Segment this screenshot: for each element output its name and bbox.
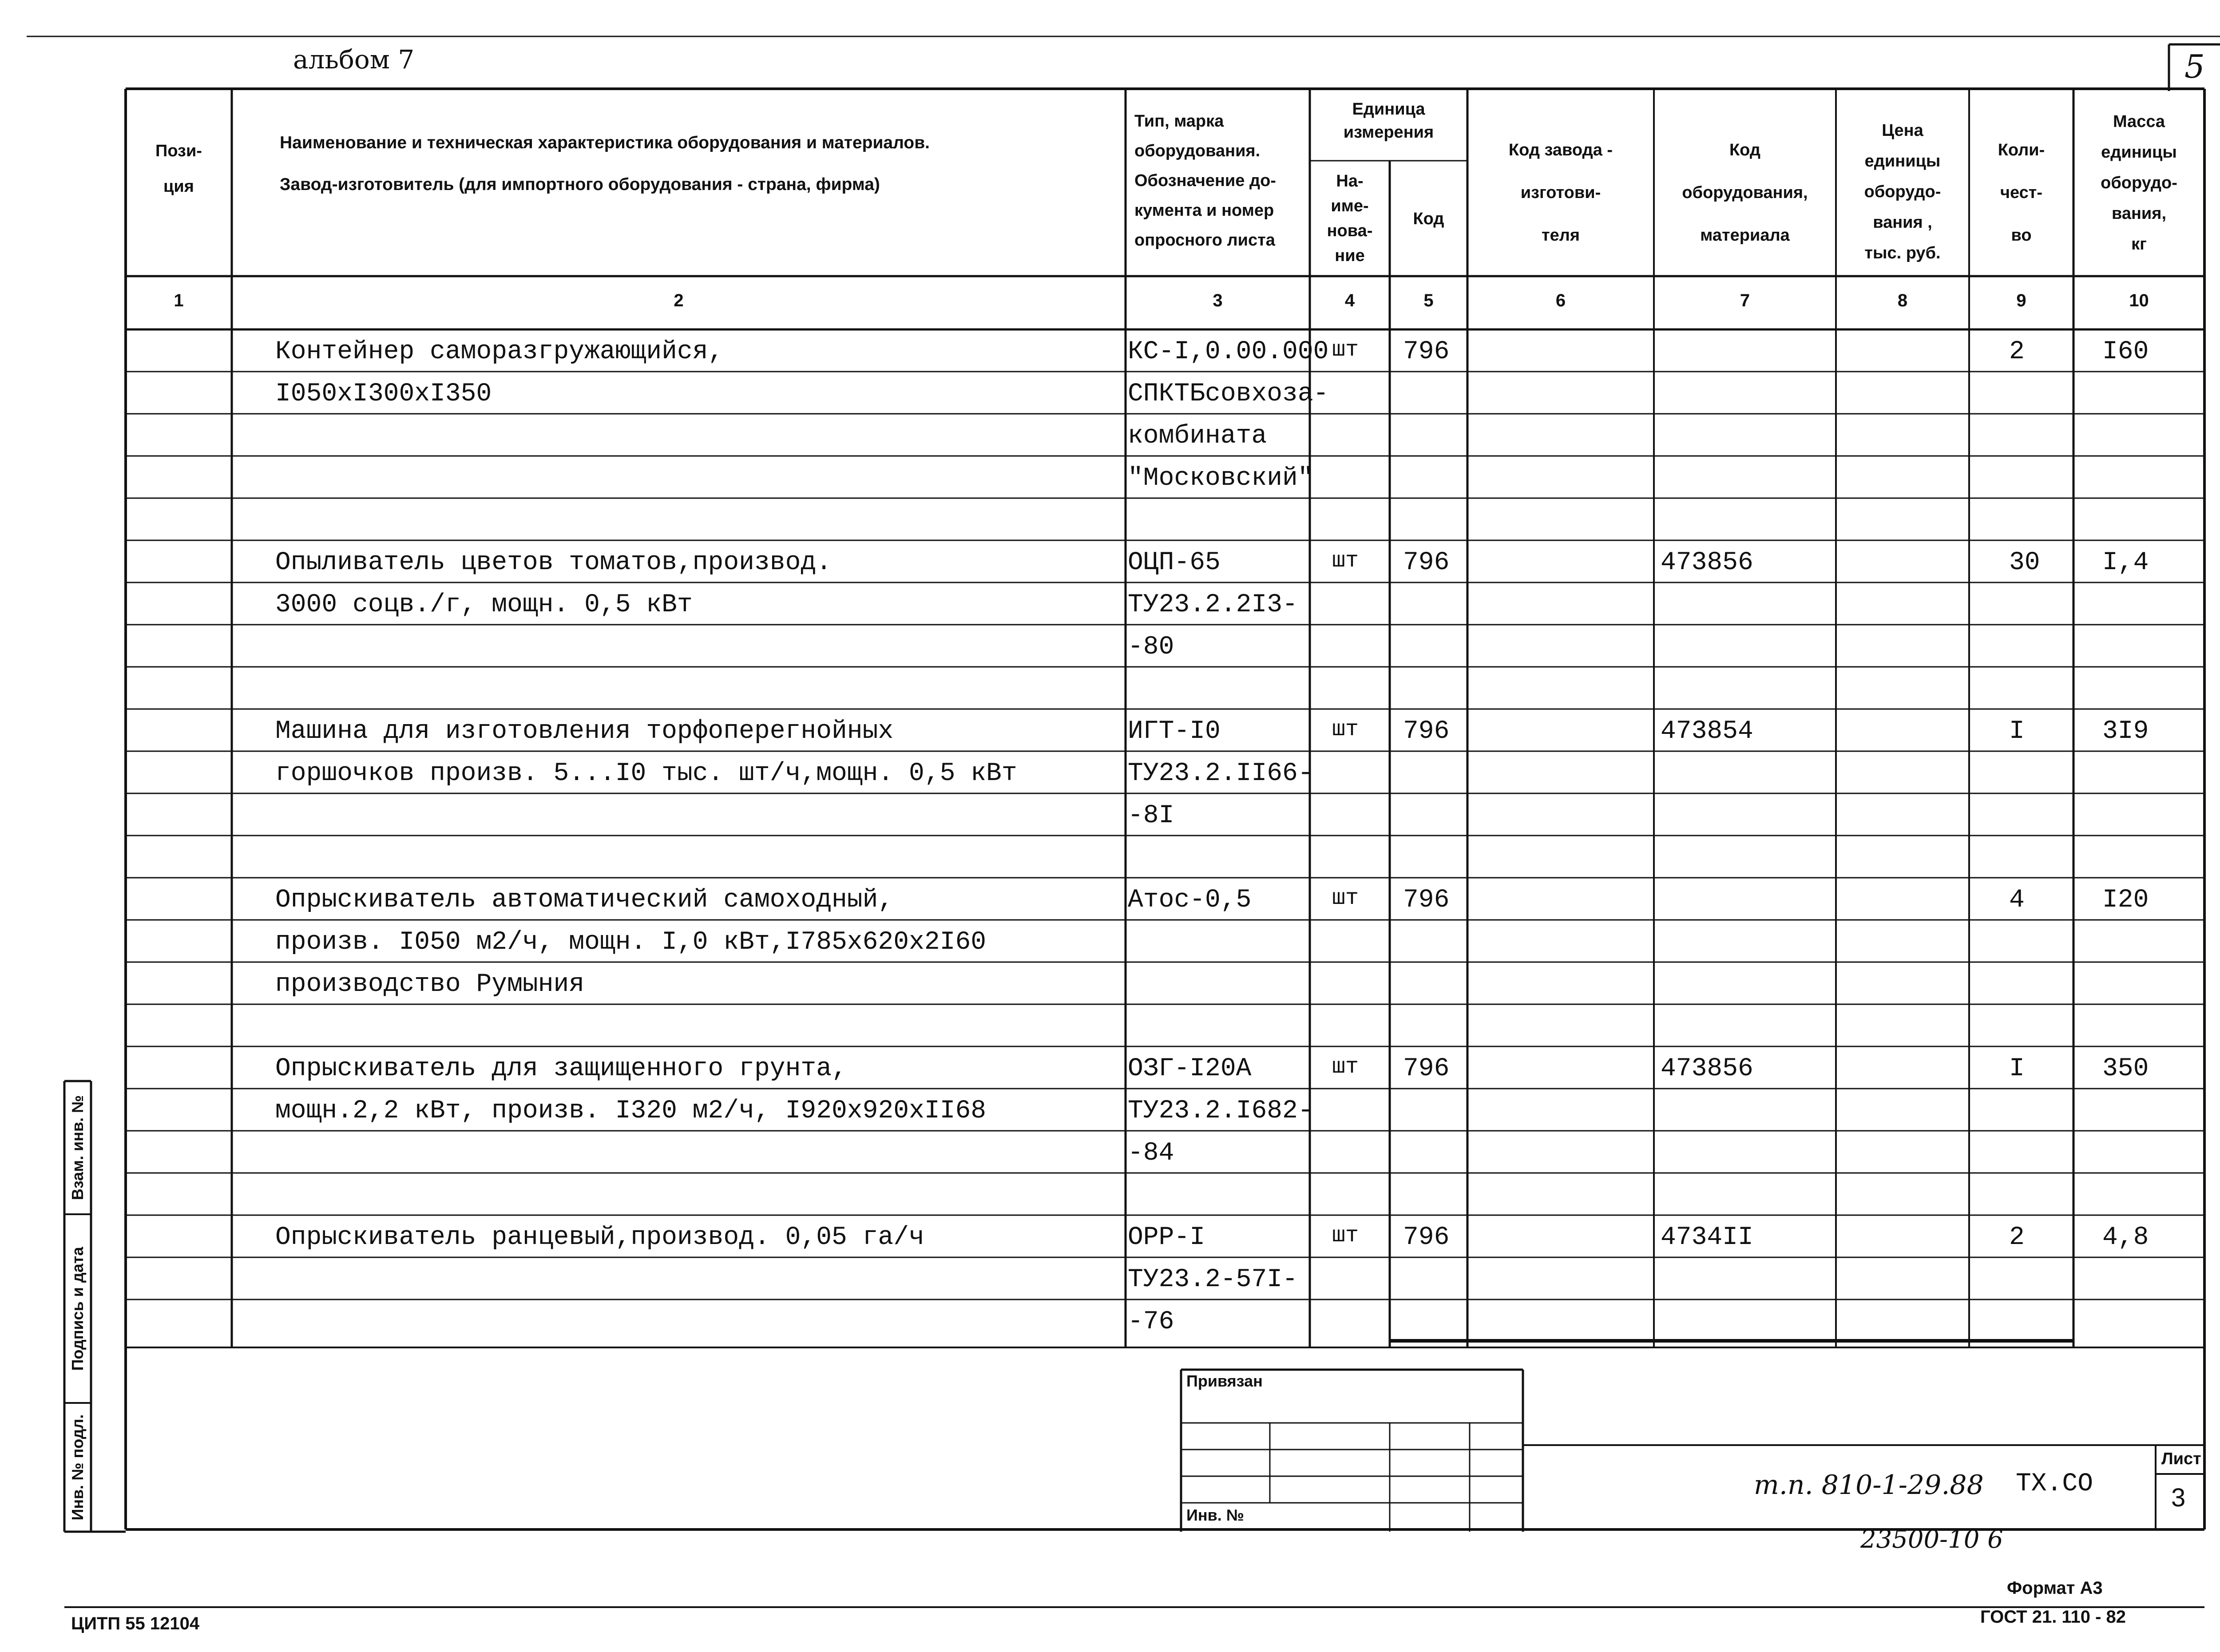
item-unit: шт — [1332, 886, 1359, 911]
header-unit-group: Единица измерения — [1343, 100, 1434, 142]
item-type: ТУ23.2.2I3- — [1128, 590, 1298, 619]
item-type: -80 — [1128, 633, 1174, 662]
item-name: Опрыскиватель для защищенного грунта, — [275, 1054, 847, 1083]
item-name: I050xI300xI350 — [275, 380, 492, 408]
item-name: произв. I050 м2/ч, мощн. I,0 кВт,I785x620x2I60 — [275, 928, 987, 957]
header-equipment-code: Код оборудования, материала — [1682, 141, 1808, 245]
item-type: ТУ23.2.II66- — [1128, 759, 1313, 788]
item-quantity: I — [2009, 1054, 2025, 1083]
col-number: 10 — [2129, 291, 2149, 310]
handwritten-number: 23500-10 6 — [1860, 1525, 2003, 1554]
item-mass: 350 — [2102, 1054, 2149, 1083]
item-quantity: 2 — [2009, 1223, 2025, 1252]
item-mass: 3I9 — [2102, 717, 2149, 746]
item-quantity: 4 — [2009, 886, 2025, 915]
item-unit: шт — [1332, 1223, 1359, 1248]
item-name: горшочков произв. 5...I0 тыс. шт/ч,мощн. 0,5 кВт — [275, 759, 1017, 788]
item-type: комбината — [1128, 422, 1267, 451]
item-type: КС-I,0.00.000 — [1128, 337, 1329, 366]
header-unit-code: Код — [1413, 210, 1444, 228]
header-unit-name: На- име- нова- ние — [1327, 172, 1373, 265]
item-type: СПКТБсовхоза- — [1128, 380, 1329, 408]
item-type: ОРР-I — [1128, 1223, 1205, 1252]
item-equipment-code: 473856 — [1661, 1054, 1753, 1083]
header-mass: Масса единицы оборудо- вания, кг — [2101, 112, 2177, 254]
col-number: 3 — [1213, 291, 1223, 310]
footer-format: Формат А3 — [2007, 1578, 2103, 1598]
item-quantity: 30 — [2009, 548, 2040, 577]
item-name: Опрыскиватель ранцевый,производ. 0,05 га/ч — [275, 1223, 924, 1252]
item-unit-code: 796 — [1403, 548, 1450, 577]
item-type: ОЦП-65 — [1128, 548, 1221, 577]
item-type: -8I — [1128, 801, 1174, 830]
col-number: 2 — [674, 291, 684, 310]
item-unit-code: 796 — [1403, 337, 1450, 366]
item-quantity: I — [2009, 717, 2025, 746]
item-unit-code: 796 — [1403, 886, 1450, 915]
item-unit: шт — [1332, 717, 1359, 742]
item-name: Опыливатель цветов томатов,производ. — [275, 548, 832, 577]
item-mass: 4,8 — [2102, 1223, 2149, 1252]
col-number: 4 — [1344, 291, 1355, 310]
header-type: Тип, марка оборудования. Обозначение до- кумента и номер опросного листа — [1134, 112, 1276, 250]
header-name — [280, 133, 930, 194]
item-type: ОЗГ-I20А — [1128, 1054, 1252, 1083]
item-type: Атос-0,5 — [1128, 886, 1252, 915]
item-mass: I,4 — [2102, 548, 2149, 577]
col-number: 8 — [1897, 291, 1908, 310]
item-name: производство Румыния — [275, 970, 585, 999]
item-name: Опрыскиватель автоматический самоходный, — [275, 886, 894, 915]
header-quantity: Коли- чест- во — [1998, 141, 2045, 245]
col-number: 7 — [1740, 291, 1750, 310]
side-label-inv-podl: Инв. № подл. — [68, 1414, 87, 1521]
header-position: Пози- ция — [155, 142, 202, 196]
item-unit-code: 796 — [1403, 1054, 1450, 1083]
item-equipment-code: 4734II — [1661, 1223, 1753, 1252]
stamp-privyazan: Привязан — [1186, 1372, 1263, 1390]
col-number: 5 — [1423, 291, 1434, 310]
col-number: 1 — [174, 291, 184, 310]
item-unit: шт — [1332, 548, 1359, 574]
item-equipment-code: 473854 — [1661, 717, 1753, 746]
sheet-number: 3 — [2171, 1483, 2186, 1512]
item-mass: I60 — [2102, 337, 2149, 366]
item-name: мощн.2,2 кВт, произв. I320 м2/ч, I920x920xII68 — [275, 1097, 987, 1125]
header-name-line1: Наименование и техническая характеристика оборудования и материалов. — [280, 133, 930, 152]
item-type: "Московский" — [1128, 464, 1313, 493]
item-mass: I20 — [2102, 886, 2149, 915]
footer-gost: ГОСТ 21. 110 - 82 — [1980, 1607, 2126, 1627]
side-label-signature: Подпись и дата — [68, 1247, 87, 1371]
footer-citp: ЦИТП 55 12104 — [71, 1614, 200, 1633]
item-name: Контейнер саморазгружающийся, — [275, 337, 724, 366]
stamp-inv-no: Инв. № — [1186, 1506, 1244, 1524]
header-price: Цена единицы оборудо- вания , тыс. руб. — [1864, 121, 1941, 262]
item-name: Машина для изготовления торфоперегнойных — [275, 717, 894, 746]
item-unit: шт — [1332, 337, 1359, 363]
item-unit: шт — [1332, 1054, 1359, 1080]
sheet-corner-number: 5 — [2184, 48, 2205, 85]
item-type: ТУ23.2.I682- — [1128, 1097, 1313, 1125]
header-name-line2: Завод-изготовитель (для импортного оборудования - страна, фирма) — [280, 175, 880, 194]
item-name: 3000 соцв./г, мощн. 0,5 кВт — [275, 590, 693, 619]
sheet-label: Лист — [2161, 1450, 2201, 1468]
header-factory-code: Код завода - изготови- теля — [1508, 141, 1613, 245]
col-number: 6 — [1555, 291, 1566, 310]
item-type: -76 — [1128, 1307, 1174, 1336]
item-quantity: 2 — [2009, 337, 2025, 366]
item-type: ИГТ-I0 — [1128, 717, 1221, 746]
section-code: ТХ.СО — [2016, 1470, 2093, 1498]
item-unit-code: 796 — [1403, 717, 1450, 746]
document-code: т.п. 810-1-29.88 — [1754, 1470, 1984, 1501]
item-equipment-code: 473856 — [1661, 548, 1753, 577]
item-unit-code: 796 — [1403, 1223, 1450, 1252]
side-label-vzam: Взам. инв. № — [68, 1095, 87, 1200]
col-number: 9 — [2016, 291, 2026, 310]
item-type: ТУ23.2-57I- — [1128, 1265, 1298, 1294]
album-label: альбом 7 — [293, 44, 415, 75]
item-type: -84 — [1128, 1139, 1174, 1168]
